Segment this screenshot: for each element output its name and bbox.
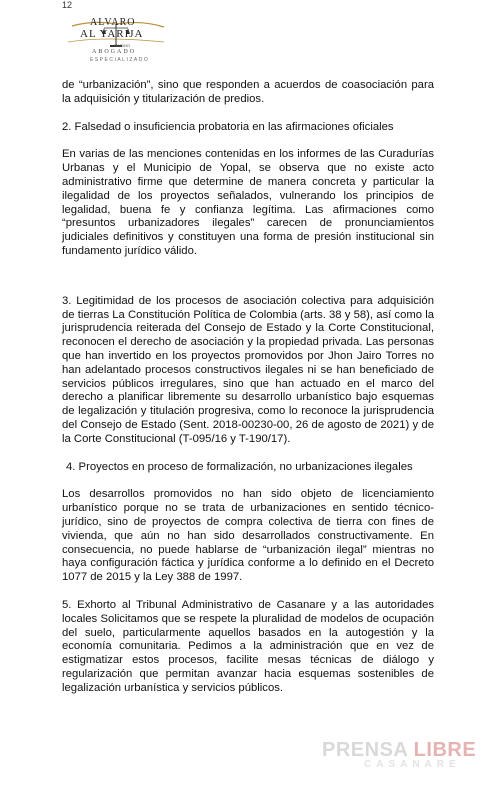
section-heading-4: 4. Proyectos en proceso de formalización, no urbanizaciones ilegales <box>66 460 413 473</box>
logo-line-2: AL YARIJA <box>80 28 144 40</box>
paragraph-section-5: 5. Exhorto al Tribunal Administrativo de Casanare y a las autoridades locales Solicitamos que se respete la pluralidad de modelos de ocupación del suelo, particularmente aquellos basados en la autogestión y la economía comunitaria. Pedimos a la administración que en vez de estigmatizar estos procesos, facilite mesas técnicas de diálogo y regularización que permitan avanzar hacia esquemas sostenibles de legalización urbanística y servicios públicos. <box>62 598 434 694</box>
law-firm-logo <box>64 16 168 78</box>
logo-line-5: ESPECIALIZADO <box>90 57 150 63</box>
watermark-word-prensa: PRENSA <box>322 739 408 761</box>
document-body <box>62 79 434 695</box>
logo-line-3: MARINO <box>114 43 130 48</box>
paragraph-section-4: Los desarrollos promovidos no han sido objeto de licenciamiento urbanístico porque no se trata de urbanizaciones en sentido técnico-jurídico, sino de proyectos de compra colectiva de tierra con fines de vivienda, que aún no han sido desarrollados constructivamente. En consecuencia, no puede hablarse de “urbanización ilegal” mientras no haya configuración fáctica y jurídica conforme a lo definido en el Decreto 1077 de 2015 y la Ley 388 de 1997. <box>62 488 434 584</box>
page-number: 12 <box>62 0 73 10</box>
section-heading-2: 2. Falsedad o insuficiencia probatoria en las afirmaciones oficiales <box>62 120 394 133</box>
watermark-casanare: CASANARE <box>364 759 461 770</box>
prensa-libre-watermark <box>322 739 477 781</box>
logo-line-1: ALVARO <box>90 17 136 28</box>
paragraph-section-2: En varias de las menciones contenidas en los informes de las Curadurías Urbanas y el Municipio de Yopal, se observa que no existe acto administrativo firme que determine de manera concreta y particular la ilegalidad de los proyectos señalados, vulnerando los principios de legalidad, buena fe y confianza legítima. Las afirmaciones como “presuntos urbanizadores ilegales” carecen de pronunciamientos judiciales definitivos y constituyen una forma de presión institucional sin fundamento jurídico válido. <box>62 148 434 257</box>
paragraph-section-3: 3. Legitimidad de los procesos de asociación colectiva para adquisición de tierras La Constitución Política de Colombia (arts. 38 y 58), así como la jurisprudencia reiterada del Consejo de Estado y la Corte Constitucional, reconocen el derecho de asociación y la propiedad privada. Las personas que han invertido en los proyectos promovidos por Jhon Jairo Torres no han adelantado procesos constructivos ilegales ni se han beneficiado de servicios públicos irregulares, sino que han actuado en el marco del derecho a planificar libremente su desarrollo urbanístico bajo esquemas de legalización y titulación progresiva, como lo reconoce la jurisprudencia del Consejo de Estado (Sent. 2018-00230-00, 26 de agosto de 2021) y de la Corte Constitucional (T-095/16 y T-190/17). <box>62 294 434 445</box>
watermark-word-libre: LIBRE <box>413 739 477 761</box>
logo-line-4: ABOGADO <box>92 49 136 55</box>
paragraph-continuation: de “urbanización”, sino que responden a acuerdos de coasociación para la adquisición y titularización de predios. <box>62 79 434 105</box>
